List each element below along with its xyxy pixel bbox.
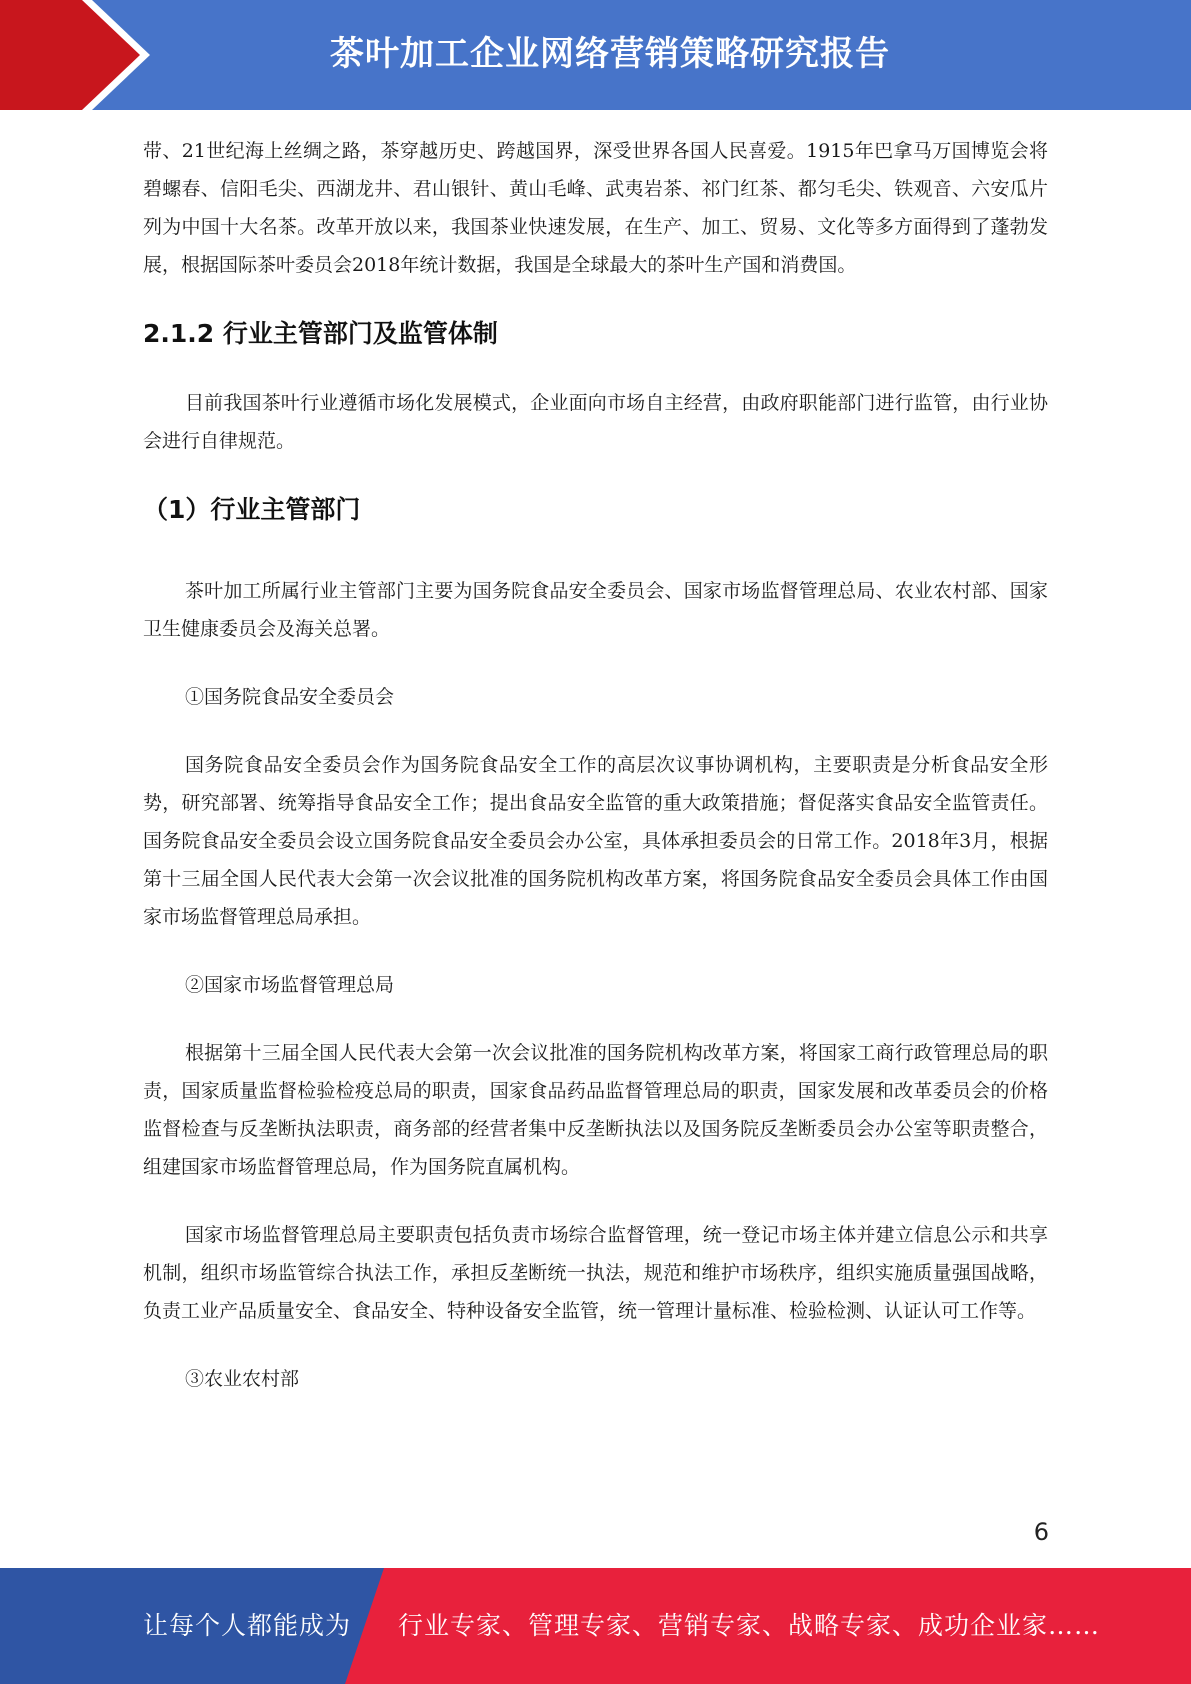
departments-paragraph: 茶叶加工所属行业主管部门主要为国务院食品安全委员会、国家市场监督管理总局、农业农村部、国家卫生健康委员会及海关总署。 [143, 580, 1048, 640]
item2-body-1: 根据第十三届全国人民代表大会第一次会议批准的国务院机构改革方案，将国家工商行政管理总局的职责，国家质量监督检验检疫总局的职责，国家食品药品监督管理总局的职责，国家发展和改革委员会的价格监督检查与反垄断执法职责，商务部的经营者集中反垄断执法以及国务院反垄断委员会办公室等职责整合，组建国家市场监督管理总局，作为国务院直属机构。 [143, 1042, 1048, 1178]
item2-heading: ②国家市场监督管理总局 [185, 974, 395, 996]
item2-body-2: 国家市场监督管理总局主要职责包括负责市场综合监督管理，统一登记市场主体并建立信息公示和共享机制，组织市场监管综合执法工作，承担反垄断统一执法，规范和维护市场秩序，组织实施质量强国战略，负责工业产品质量安全、食品安全、特种设备安全监管，统一管理计量标准、检验检测、认证认可工作等。 [143, 1224, 1048, 1322]
section-heading: 2.1.2 行业主管部门及监管体制 [143, 319, 498, 348]
intro-paragraph: 带、21世纪海上丝绸之路，茶穿越历史、跨越国界，深受世界各国人民喜爱。1915年巴拿马万国博览会将碧螺春、信阳毛尖、西湖龙井、君山银针、黄山毛峰、武夷岩茶、祁门红茶、都匀毛尖、铁观音、六安瓜片列为中国十大名茶。改革开放以来，我国茶业快速发展，在生产、加工、贸易、文化等多方面得到了蓬勃发展，根据国际茶叶委员会2018年统计数据，我国是全球最大的茶叶生产国和消费国。 [143, 140, 1048, 276]
page-footer [0, 1568, 1191, 1684]
page-number: 6 [1033, 1518, 1049, 1546]
report-title: 茶叶加工企业网络营销策略研究报告 [330, 34, 890, 74]
item1-heading: ①国务院食品安全委员会 [185, 686, 395, 708]
document-body [143, 132, 1048, 1398]
sub-heading: （1）行业主管部门 [143, 495, 361, 524]
page-header [0, 0, 1191, 110]
footer-slogan-left: 让每个人都能成为 [143, 1611, 352, 1640]
regulation-paragraph: 目前我国茶叶行业遵循市场化发展模式，企业面向市场自主经营，由政府职能部门进行监管，由行业协会进行自律规范。 [143, 392, 1048, 452]
red-chevron-decoration [0, 0, 160, 110]
item1-body: 国务院食品安全委员会作为国务院食品安全工作的高层次议事协调机构，主要职责是分析食品安全形势，研究部署、统筹指导食品安全工作；提出食品安全监管的重大政策措施；督促落实食品安全监管责任。国务院食品安全委员会设立国务院食品安全委员会办公室，具体承担委员会的日常工作。2018年3月，根据第十三届全国人民代表大会第一次会议批准的国务院机构改革方案，将国务院食品安全委员会具体工作由国家市场监督管理总局承担。 [143, 754, 1048, 928]
footer-slogan-right: 行业专家、管理专家、营销专家、战略专家、成功企业家…… [398, 1611, 1101, 1640]
item3-heading: ③农业农村部 [185, 1368, 300, 1390]
